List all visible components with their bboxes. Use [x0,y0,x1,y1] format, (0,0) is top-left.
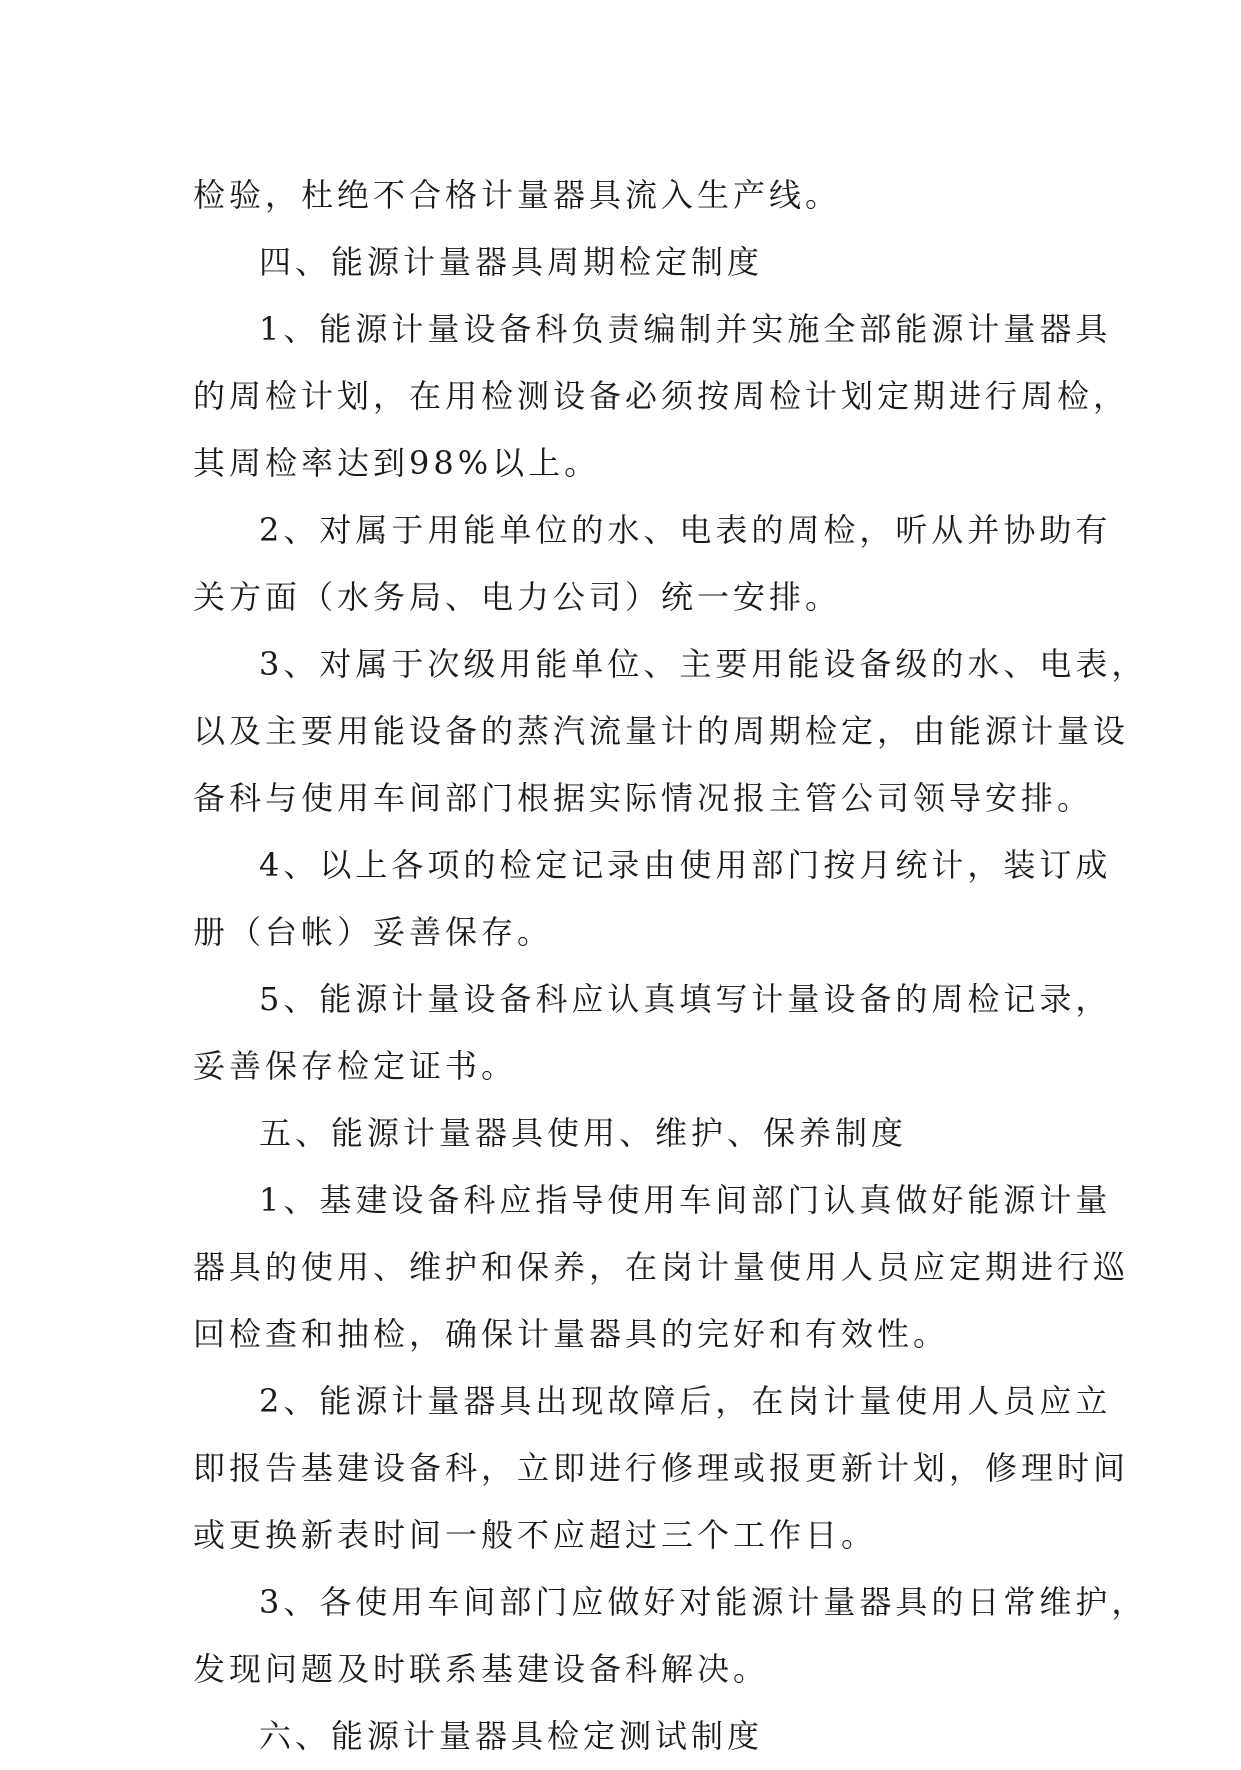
paragraph-line: 发现问题及时联系基建设备科解决。 [193,1650,770,1688]
paragraph-line: 或更换新表时间一般不应超过三个工作日。 [193,1516,878,1554]
document-body [193,162,1148,1770]
paragraph-line: 其周检率达到98%以上。 [193,444,601,482]
paragraph-line: 以及主要用能设备的蒸汽流量计的周期检定，由能源计量设 [193,712,1130,750]
paragraph-line: 1、能源计量设备科负责编制并实施全部能源计量器具 [259,310,1112,348]
paragraph-line: 3、各使用车间部门应做好对能源计量器具的日常维护， [259,1583,1148,1621]
paragraph-line: 检验，杜绝不合格计量器具流入生产线。 [193,176,842,214]
paragraph-line: 的周检计划，在用检测设备必须按周检计划定期进行周检， [193,377,1130,415]
paragraph-line: 4、以上各项的检定记录由使用部门按月统计，装订成 [259,846,1112,884]
paragraph-line: 2、能源计量器具出现故障后，在岗计量使用人员应立 [259,1382,1112,1420]
paragraph-line: 备科与使用车间部门根据实际情况报主管公司领导安排。 [193,779,1094,817]
paragraph-line: 1、基建设备科应指导使用车间部门认真做好能源计量 [259,1181,1112,1219]
paragraph-line: 2、对属于用能单位的水、电表的周检，听从并协助有 [259,511,1112,549]
paragraph-line: 关方面（水务局、电力公司）统一安排。 [193,578,842,616]
paragraph-line: 器具的使用、维护和保养，在岗计量使用人员应定期进行巡 [193,1248,1130,1286]
paragraph-line: 册（台帐）妥善保存。 [193,913,554,951]
paragraph-line: 回检查和抽检，确保计量器具的完好和有效性。 [193,1315,950,1353]
paragraph-line: 5、能源计量设备科应认真填写计量设备的周检记录， [259,980,1112,1018]
section-heading: 六、能源计量器具检定测试制度 [259,1717,764,1755]
paragraph-line: 妥善保存检定证书。 [193,1047,518,1085]
section-heading: 五、能源计量器具使用、维护、保养制度 [259,1114,908,1152]
section-heading: 四、能源计量器具周期检定制度 [259,243,764,281]
paragraph-line: 3、对属于次级用能单位、主要用能设备级的水、电表， [259,645,1148,683]
paragraph-line: 即报告基建设备科，立即进行修理或报更新计划，修理时间 [193,1449,1130,1487]
